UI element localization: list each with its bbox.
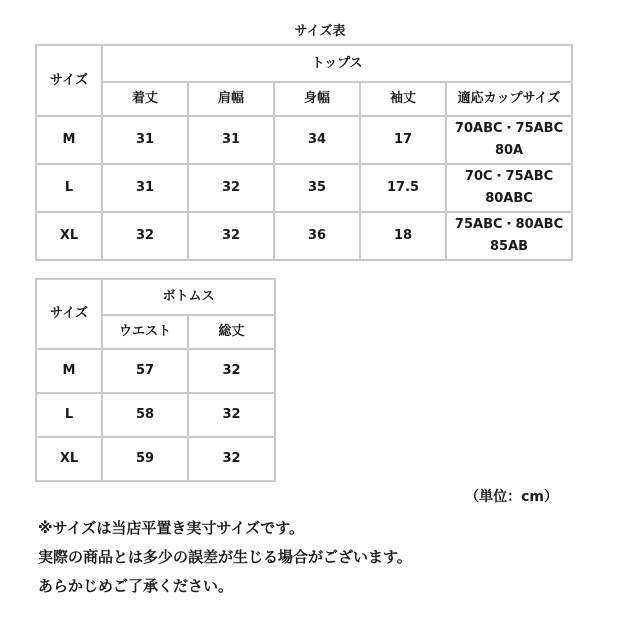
table-cell: 34 (274, 116, 360, 164)
table-cell: 32 (188, 164, 274, 212)
table-row (36, 116, 572, 164)
table-row (36, 212, 572, 260)
tops-size-header: サイズ (36, 45, 102, 116)
table-cell: 32 (102, 212, 188, 260)
bottoms-size-table (35, 278, 276, 482)
table-row (36, 164, 572, 212)
table-row (36, 349, 275, 393)
bottoms-size-header: サイズ (36, 279, 102, 349)
size-label: L (36, 393, 102, 437)
cup-size-line: 70C・75ABC (464, 169, 554, 184)
column-header-length: 着丈 (102, 82, 188, 116)
unit-label: （単位：cm） (465, 489, 558, 505)
table-cell: 36 (274, 212, 360, 260)
column-header-shoulder: 肩幅 (188, 82, 274, 116)
cup-size-line: 70ABC・75ABC (454, 121, 564, 136)
size-label: XL (36, 212, 102, 260)
cup-size-line: 75ABC・80ABC (454, 217, 564, 232)
table-cell: 32 (188, 349, 275, 393)
bottoms-header-row (36, 279, 275, 315)
bottoms-group-header: ボトムス (102, 279, 275, 315)
size-label: L (36, 164, 102, 212)
column-header-chest: 身幅 (274, 82, 360, 116)
note-line: あらかじめご了承ください。 (38, 577, 234, 595)
table-cell: 18 (360, 212, 446, 260)
notes (38, 514, 412, 601)
cup-size-line: 80A (494, 143, 524, 158)
note-line: 実際の商品とは多少の誤差が生じる場合がございます。 (38, 548, 412, 566)
table-cell: 31 (102, 116, 188, 164)
table-cell: 31 (188, 116, 274, 164)
tops-header-row (36, 45, 572, 82)
table-row (36, 437, 275, 481)
table-cell: 31 (102, 164, 188, 212)
tops-column-header-row (36, 82, 572, 116)
cup-size-cell (446, 164, 572, 212)
table-cell: 58 (102, 393, 188, 437)
cup-size-line: 80ABC (485, 191, 533, 206)
table-cell: 32 (188, 393, 275, 437)
column-header-sleeve: 袖丈 (360, 82, 446, 116)
size-label: XL (36, 437, 102, 481)
tops-size-table (35, 44, 573, 261)
cup-size-cell (446, 116, 572, 164)
table-row (36, 393, 275, 437)
cup-size-cell (446, 212, 572, 260)
column-header-waist: ウエスト (102, 315, 188, 349)
column-header-total-length: 総丈 (188, 315, 275, 349)
table-cell: 17 (360, 116, 446, 164)
cup-size-line: 85AB (489, 239, 529, 254)
size-label: M (36, 349, 102, 393)
note-line: ※サイズは当店平置き実寸サイズです。 (38, 519, 304, 537)
table-cell: 32 (188, 437, 275, 481)
table-cell: 35 (274, 164, 360, 212)
size-chart-title: サイズ表 (294, 24, 346, 39)
size-label: M (36, 116, 102, 164)
table-cell: 59 (102, 437, 188, 481)
table-cell: 57 (102, 349, 188, 393)
table-cell: 32 (188, 212, 274, 260)
tops-group-header: トップス (102, 45, 572, 82)
table-cell: 17.5 (360, 164, 446, 212)
column-header-cup-size: 適応カップサイズ (446, 82, 572, 116)
